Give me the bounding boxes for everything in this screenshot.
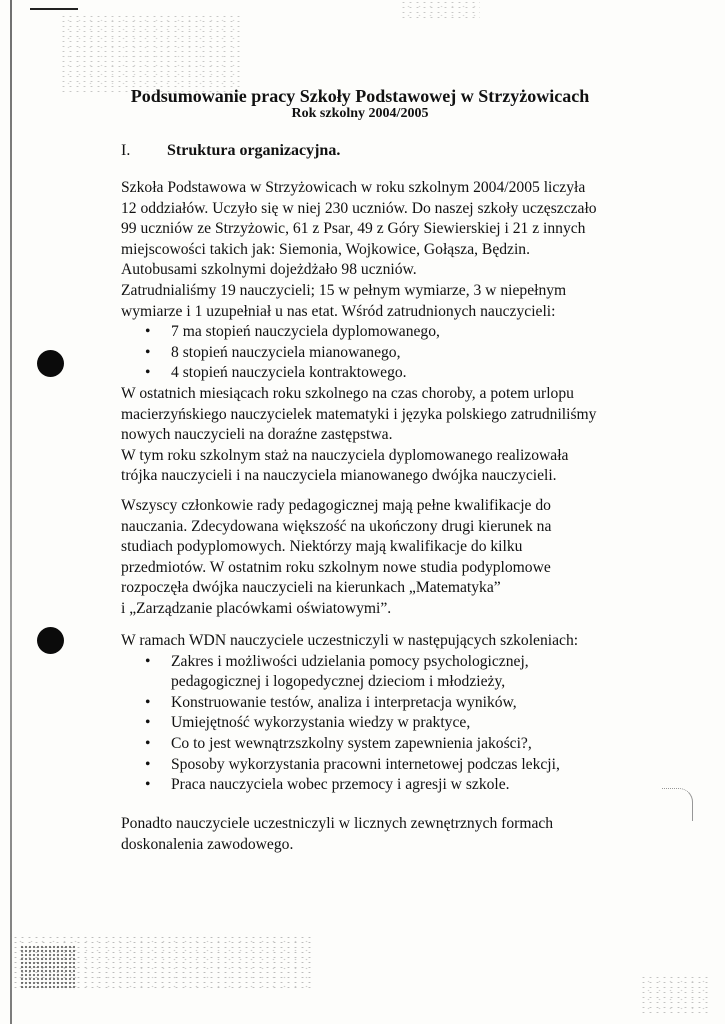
text-line: Wszyscy członkowie rady pedagogicznej mają pełne kwalifikacje do xyxy=(121,497,551,514)
bullet-icon: • xyxy=(145,364,151,382)
text-line: Zatrudnialiśmy 19 nauczycieli; 15 w pełnym wymiarze, 3 w niepełnym xyxy=(121,281,567,299)
text-line: Ponadto nauczyciele uczestniczyli w licznych zewnętrznych formach xyxy=(121,815,554,832)
list-item: • Co to jest wewnątrzszkolny system zapewnienia jakości?, xyxy=(121,734,641,755)
list-item: • 8 stopień nauczyciela mianowanego, xyxy=(121,343,641,364)
list-item: • 7 ma stopień nauczyciela dyplomowanego, xyxy=(121,322,641,343)
bullet-icon: • xyxy=(145,693,151,711)
section-number: I. xyxy=(121,142,131,159)
bullet-icon: • xyxy=(145,323,151,341)
text-line: macierzyńskiego nauczycielek matematyki i języka polskiego zatrudniliśmy xyxy=(121,405,597,423)
scan-noise-top-right xyxy=(400,0,480,22)
section-title: Struktura organizacyjna. xyxy=(167,142,341,159)
scan-top-mark xyxy=(30,8,78,10)
text-line: W ostatnich miesiącach roku szkolnego na czas choroby, a potem urlopu xyxy=(121,384,574,402)
section-heading xyxy=(121,141,340,161)
margin-pencil-mark xyxy=(662,788,693,821)
list-item: • 4 stopień nauczyciela kontraktowego. xyxy=(121,363,641,384)
punch-hole-icon xyxy=(37,627,64,654)
list-item: • Sposoby wykorzystania pracowni internetowej podczas lekcji, xyxy=(121,755,641,776)
text-line: 99 uczniów ze Strzyżowic, 61 z Psar, 49 z Góry Siewierskiej i 21 z innych xyxy=(121,220,586,238)
text-line: i „Zarządzanie placówkami oświatowymi”. xyxy=(121,599,392,617)
teacher-degree-list xyxy=(121,322,641,384)
text-line: trójka nauczycieli i na nauczyciela mianowanego dwójka nauczycieli. xyxy=(121,467,557,485)
list-item: • Umiejętność wykorzystania wiedzy w praktyce, xyxy=(121,713,641,734)
text-line: Szkoła Podstawowa w Strzyżowicach w roku szkolnym 2004/2005 liczyła xyxy=(121,179,586,196)
text-line: przedmiotów. W ostatnim roku szkolnym nowe studia podyplomowe xyxy=(121,558,551,576)
bullet-icon: • xyxy=(145,652,151,670)
scan-left-edge xyxy=(10,0,12,1024)
text-line: rozpoczęła dwójka nauczycieli na kierunkach „Matematyka” xyxy=(121,579,501,597)
text-line: wymiarze i 1 uzupełniał u nas etat. Wśród zatrudnionych nauczycieli: xyxy=(121,302,556,320)
bullet-icon: • xyxy=(145,343,151,361)
list-item: • Zakres i możliwości udzielania pomocy psychologicznej, pedagogicznej i logopedycznej dzieciom i młodzieży, xyxy=(145,652,529,691)
text-line: nowych nauczycieli na doraźne zastępstwa. xyxy=(121,426,393,444)
bullet-icon: • xyxy=(145,734,151,752)
bullet-icon: • xyxy=(145,755,151,773)
document-subtitle: Rok szkolny 2004/2005 xyxy=(291,106,429,121)
text-line: miejscowości takich jak: Siemonia, Wojkowice, Gołąsza, Będzin. xyxy=(121,240,530,258)
text-line: studiach podyplomowych. Niektórzy mają kwalifikacje do kilku xyxy=(121,538,523,556)
text-line: W ramach WDN nauczyciele uczestniczyli w następujących szkoleniach: xyxy=(121,632,579,649)
paragraph-external-training xyxy=(121,814,641,855)
text-line: doskonalenia zawodowego. xyxy=(121,835,294,853)
document-title: Podsumowanie pracy Szkoły Podstawowej w Strzyżowicach xyxy=(130,86,590,106)
punch-hole-icon xyxy=(37,350,64,377)
text-line: W tym roku szkolnym staż na nauczyciela dyplomowanego realizowała xyxy=(121,446,569,464)
text-line: Autobusami szkolnymi dojeżdżało 98 uczniów. xyxy=(121,261,417,279)
paragraph-trainings xyxy=(121,631,641,796)
training-list xyxy=(121,652,641,796)
list-item: • Praca nauczyciela wobec przemocy i agresji w szkole. xyxy=(121,775,641,796)
paragraph-qualifications xyxy=(121,496,641,620)
bullet-icon: • xyxy=(145,776,151,794)
scan-noise-bottom-right xyxy=(640,975,710,1015)
scan-noise-top-left xyxy=(60,14,240,92)
list-item: • Konstruowanie testów, analiza i interpretacja wyników, xyxy=(121,693,641,714)
paragraph-structure xyxy=(121,178,641,487)
scan-noise-dark xyxy=(20,945,75,990)
bullet-icon: • xyxy=(145,714,151,732)
text-line: nauczania. Zdecydowana większość na ukończony drugi kierunek na xyxy=(121,517,552,535)
text-line: 12 oddziałów. Uczyło się w niej 230 uczniów. Do naszej szkoły uczęszczało xyxy=(121,199,597,217)
